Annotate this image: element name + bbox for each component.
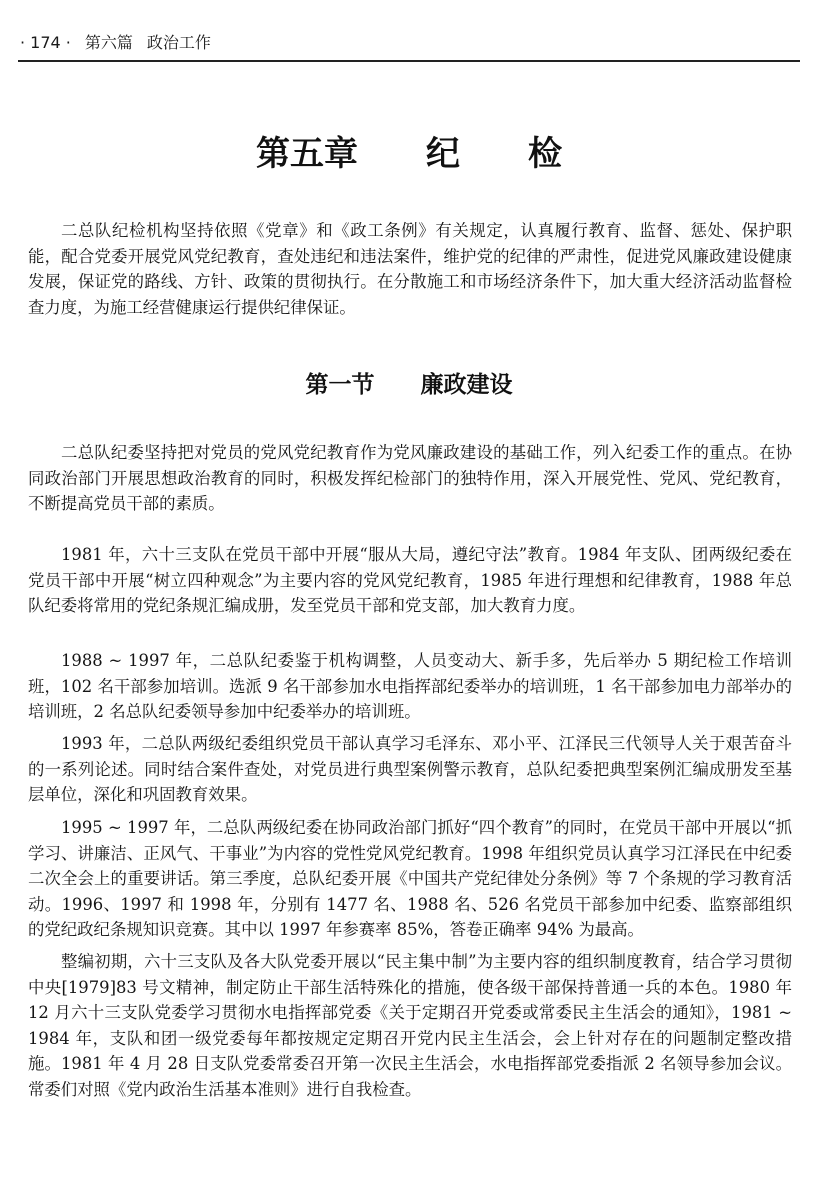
body-paragraph: 1988 ~ 1997 年，二总队纪委鉴于机构调整，人员变动大、新手多，先后举办 5 期纪检工作培训班，102 名干部参加培训。选派 9 名干部参加水电指挥部纪委举办的培训班，1 名干部参加电力部举办的培训班，2 名总队纪委领导参加中纪委举办的培训班。 bbox=[28, 651, 792, 721]
part-title: 政治工作 bbox=[146, 33, 211, 52]
running-head bbox=[20, 30, 211, 53]
section-title: 第一节 廉政建设 bbox=[305, 372, 513, 398]
chapter-title: 第五章 纪 检 bbox=[256, 134, 562, 174]
page-number: · 174 · bbox=[20, 33, 71, 52]
body-paragraph: 1995 ~ 1997 年，二总队两级纪委在协同政治部门抓好“四个教育”的同时，在党员干部中开展以“抓学习、讲廉洁、正风气、干事业”为内容的党性党风党纪教育。1998 年组织党员认真学习江泽民在中纪委二次全会上的重要讲话。第三季度，总队纪委开展《中国共产党纪律处分条例》等 7 个条规的学习教育活动。1996、1997 和 1998 年，分别有 1477 名、1988 名、526 名党员干部参加中纪委、监察部组织的党纪政纪条规知识竞赛。其中以 1997 年参赛率 85%，答卷正确率 94% 为最高。 bbox=[28, 818, 792, 939]
body-paragraph: 1981 年，六十三支队在党员干部中开展“服从大局，遵纪守法”教育。1984 年支队、团两级纪委在党员干部中开展“树立四种观念”为主要内容的党风党纪教育，1985 年进行理想和纪律教育，1988 年总队纪委将常用的党纪条规汇编成册，发至党员干部和党支部，加大教育力度。 bbox=[28, 545, 792, 615]
body-paragraph: 整编初期，六十三支队及各大队党委开展以“民主集中制”为主要内容的组织制度教育，结合学习贯彻中央[1979]83 号文精神，制定防止干部生活特殊化的措施，使各级干部保持普通一兵的本色。1980 年 12 月六十三支队党委学习贯彻水电指挥部党委《关于定期召开党委或常委民主生活会的通知》，1981 ~ 1984 年，支队和团一级党委每年都按规定定期召开党内民主生活会，会上针对存在的问题制定整改措施。1981 年 4 月 28 日支队党委常委召开第一次民主生活会，水电指挥部党委指派 2 名领导参加会议。常委们对照《党内政治生活基本准则》进行自我检查。 bbox=[28, 952, 792, 1099]
header-rule bbox=[18, 60, 800, 62]
body-paragraph: 二总队纪委坚持把对党员的党风党纪教育作为党风廉政建设的基础工作，列入纪委工作的重点。在协同政治部门开展思想政治教育的同时，积极发挥纪检部门的独特作用，深入开展党性、党风、党纪教育，不断提高党员干部的素质。 bbox=[28, 443, 792, 513]
chapter-intro-paragraph: 二总队纪检机构坚持依照《党章》和《政工条例》有关规定，认真履行教育、监督、惩处、保护职能，配合党委开展党风党纪教育，查处违纪和违法案件，维护党的纪律的严肃性，促进党风廉政建设健康发展，保证党的路线、方针、政策的贯彻执行。在分散施工和市场经济条件下，加大重大经济活动监督检查力度，为施工经营健康运行提供纪律保证。 bbox=[28, 221, 792, 317]
body-paragraph: 1993 年，二总队两级纪委组织党员干部认真学习毛泽东、邓小平、江泽民三代领导人关于艰苦奋斗的一系列论述。同时结合案件查处，对党员进行典型案例警示教育，总队纪委把典型案例汇编成册发至基层单位，深化和巩固教育效果。 bbox=[28, 734, 792, 804]
part-label: 第六篇 bbox=[84, 33, 133, 52]
